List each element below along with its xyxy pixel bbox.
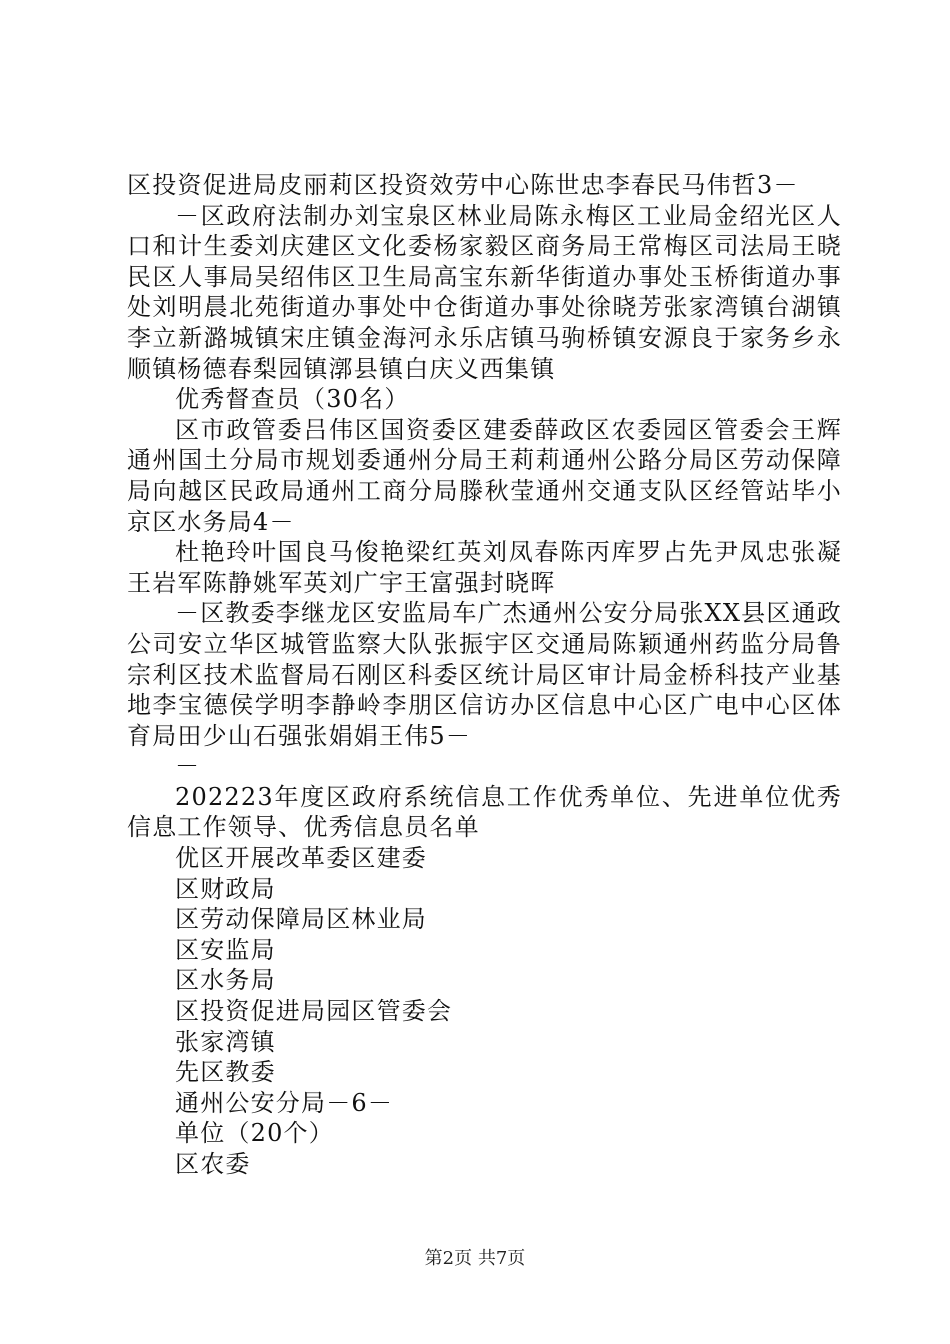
- paragraph-3: 优秀督查员（30名）: [175, 385, 410, 414]
- paragraph-2: －区政府法制办刘宝泉区林业局陈永梅区工业局金绍光区人口和计生委刘庆建区文化委杨家毅区商务局王常梅区司法局王晓民区人事局吴绍伟区卫生局高宝东新华街道办事处玉桥街道办事处刘明晨北苑街道办事处中仓街道办事处徐晓芳张家湾镇台湖镇李立新潞城镇宋庄镇金海河永乐店镇马驹桥镇安源良于家务乡永顺镇杨德春梨园镇漷县镇白庆义西集镇: [127, 201, 842, 383]
- paragraph-9: 优区开展改革委区建委: [175, 844, 427, 873]
- paragraph-16: 先区教委: [175, 1058, 276, 1087]
- paragraph-5: 杜艳玲叶国良马俊艳梁红英刘凤春陈丙库罗占先尹凤忠张凝王岩军陈静姚军英刘广宇王富强封晓晖: [127, 538, 842, 597]
- document-body: [127, 170, 842, 1180]
- page-number-footer: 第2页 共7页: [424, 1248, 526, 1269]
- paragraph-11: 区劳动保障局区林业局: [175, 905, 427, 934]
- paragraph-8: 202223年度区政府系统信息工作优秀单位、先进单位优秀信息工作领导、优秀信息员名单: [127, 782, 842, 842]
- paragraph-12: 区安监局: [175, 935, 276, 964]
- paragraph-15: 张家湾镇: [175, 1027, 276, 1056]
- paragraph-19: 区农委: [175, 1150, 251, 1178]
- paragraph-1: 区投资促进局皮丽莉区投资效劳中心陈世忠李春民马伟哲3－: [127, 171, 799, 199]
- paragraph-14: 区投资促进局园区管委会: [175, 997, 453, 1026]
- paragraph-6: －区教委李继龙区安监局车广杰通州公安分局张XX县区通政公司安立华区城管监察大队张振宇区交通局陈颖通州药监分局鲁宗利区技术监督局石刚区科委区统计局区审计局金桥科技产业基地李宝德侯学明李静岭李朋区信访办区信息中心区广电中心区体育局田少山石强张娟娟王伟5－: [127, 599, 842, 750]
- paragraph-7: －: [175, 752, 201, 781]
- paragraph-13: 区水务局: [175, 966, 276, 995]
- paragraph-4: 区市政管委吕伟区国资委区建委薛政区农委园区管委会王辉通州国土分局市规划委通州分局王莉莉通州公路分局区劳动保障局向越区民政局通州工商分局滕秋莹通州交通支队区经管站毕小京区水务局4－: [127, 415, 842, 536]
- paragraph-10: 区财政局: [175, 874, 276, 903]
- paragraph-17: 通州公安分局－6－: [175, 1088, 394, 1117]
- paragraph-18: 单位（20个）: [175, 1119, 334, 1148]
